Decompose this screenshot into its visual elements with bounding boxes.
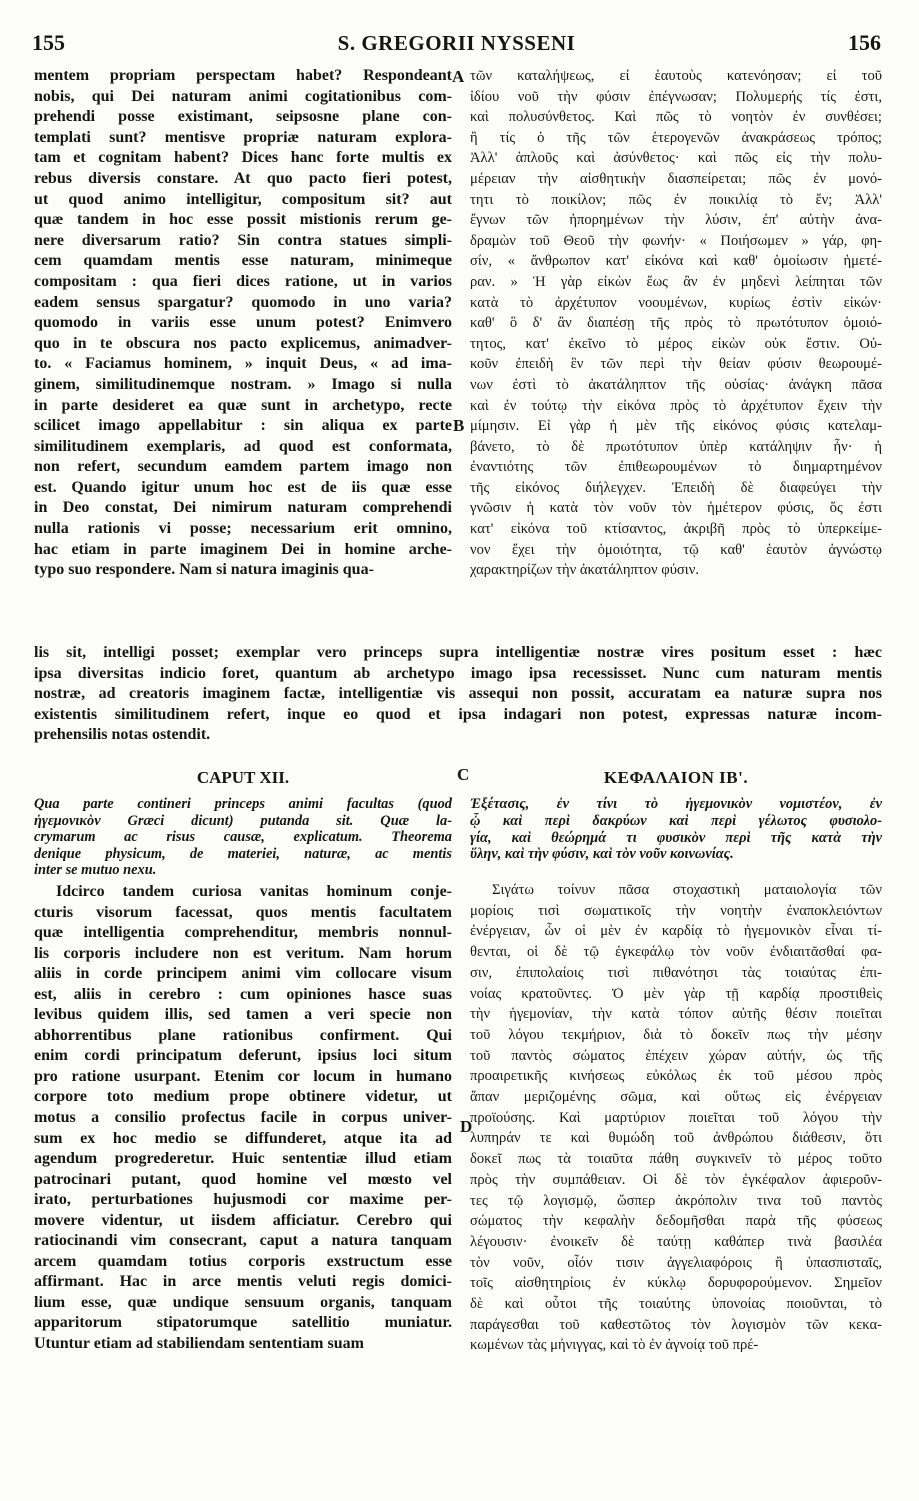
- text-line: τες τῷ λογισμῷ, ὥσπερ ἀκρόπολιν τινα τοῦ παντὸς: [470, 1192, 882, 1209]
- text-line: Utuntur etiam ad stabiliendam sententiam suam: [34, 1335, 364, 1353]
- text-line: prehendi posse existimant, seipsosne plane con-: [34, 108, 452, 126]
- text-line: τητι τὸ ποικίλον; πῶς ἐν ποικιλίᾳ τὸ ἕν; Ἀλλ': [470, 191, 882, 208]
- text-line: ἢ τίς ὁ τῆς τῶν ἑτερογενῶν ἀνακράσεως τρόπος;: [470, 129, 882, 146]
- text-line: templati sunt? mentisve propriæ naturam explora-: [34, 128, 452, 146]
- text-line: καὶ πολυσύνθετος. Καὶ πῶς τὸ νοητὸν ἐν συνθέσει;: [470, 109, 882, 126]
- text-line: δραμὼν τοῦ Θεοῦ τὴν φωνήν· « Ποιήσωμεν » γάρ, φη-: [470, 232, 882, 249]
- text-line: τὸν νοῦν, οἷόν τισιν ἀγγελιαφόροις ἢ ὑπασπισταῖς,: [470, 1254, 882, 1271]
- text-line: τῆς εἰκόνος διήλεγχεν. Ἐπειδὴ δὲ διαφεύγει τὴν: [470, 479, 882, 496]
- text-line: Σιγάτω τοίνυν πᾶσα στοχαστικὴ ματαιολογία τῶν: [492, 882, 882, 898]
- text-line: prehensilis notas ostendit.: [34, 726, 211, 744]
- greek-column-top: [470, 66, 882, 581]
- text-line: levibus quidem illis, sed tamen a veri specie non: [34, 1006, 452, 1024]
- text-line: τοῖς αἰσθητηρίοις ἐν κύκλῳ δορυφορούμενον. Σημεῖον: [470, 1275, 882, 1292]
- latin-column-body: [34, 882, 452, 1355]
- text-line: quæ intelligentia comprehenditur, membris nonnul-: [34, 924, 452, 942]
- text-line: nulla rationis vi posse; necessarium erit omnino,: [34, 520, 452, 538]
- text-line: πρὸς τὴν συμπάθειαν. Οἱ δὲ τὸν ἐγκέφαλον ἀφιεροῦν-: [470, 1171, 882, 1188]
- text-line: Ἀλλ' ἁπλοῦς καὶ ἀσύνθετος· καὶ πῶς εἰς τὴν πολυ-: [470, 150, 882, 167]
- text-line: tam et cognitam habent? Dices hanc forte multis ex: [34, 149, 452, 167]
- text-line: Idcirco tandem curiosa vanitas hominum conje-: [56, 883, 452, 900]
- text-line: est, aliis in cerebro : cum opiniones hasce suas: [34, 985, 452, 1003]
- greek-chapter-heading: ΚΕΦΑΛΑΙΟΝ ΙΒ'.: [603, 768, 749, 787]
- text-line: movere videntur, ut iisdem afficiatur. Cerebro qui: [34, 1211, 452, 1229]
- text-line: προαιρετικῆς κινήσεως εὐκόλως ἐκ τοῦ μέσου πρὸς: [470, 1068, 882, 1085]
- text-line: existentis similitudinem refert, inque eo quod et ipsa indagari non potest, expressas naturæ incom-: [34, 705, 882, 723]
- text-line: est. Quando igitur unum hoc est de iis quæ esse: [34, 478, 452, 496]
- latin-chapter-heading: CAPUT XII.: [196, 768, 290, 787]
- text-line: νοίας κρατοῦντες. Ὁ μὲν γὰρ τῇ καρδίᾳ προστιθεὶς: [470, 985, 882, 1002]
- text-line: affirmant. Hac in arce mentis veluti regis domici-: [34, 1273, 452, 1291]
- text-line: τὴν ἡγεμονίαν, τὴν κατὰ τόπον αὐτῆς θέσιν ποιεῖται: [470, 1006, 882, 1023]
- text-line: τῶν καταλήψεως, εἰ ἑαυτοὺς κατενόησαν; εἰ τοῦ: [470, 68, 882, 84]
- text-line: ᾧ καὶ περὶ δακρύων καὶ περὶ γέλωτος φυσιολο-: [470, 812, 882, 829]
- latin-fullwidth-paragraph: [34, 643, 882, 746]
- text-line: eadem sensus spargatur? quomodo in uno varia?: [34, 293, 452, 311]
- text-line: γνῶσιν ἡ κατὰ τὸν νοῦν τὸν ἡμέτερον φύσις, ὅς ἐστι: [470, 500, 882, 517]
- text-line: Qua parte contineri princeps animi facultas (quod: [34, 796, 452, 812]
- text-line: apparitorum stipatorumque satellitio muniatur.: [34, 1314, 452, 1332]
- text-line: in Deo constat, Dei nimirum naturam comprehendi: [34, 499, 452, 517]
- text-line: σώματος τὴν κεφαλὴν δεδομῆσθαι παρὰ τῆς φύσεως: [470, 1213, 882, 1230]
- text-line: τοῦ λόγου τεκμήριον, διὰ τὸ δοκεῖν πως τὴν μέσην: [470, 1026, 882, 1043]
- text-line: Ἐξέτασις, ἐν τίνι τὸ ἡγεμονικὸν νομιστέον, ἐν: [470, 796, 882, 812]
- text-line: κωμένων τὰς μήνιγγας, καὶ τὸ ἐν ἀγνοίᾳ τοῦ πρέ-: [470, 1337, 759, 1354]
- text-line: ἡγεμονικὸν Græci dicunt) putanda sit. Quæ la-: [34, 812, 452, 829]
- text-line: sum ex hoc medio se diffunderet, atque ita ad: [34, 1129, 452, 1147]
- text-line: hac etiam in parte imaginem Dei in homine arche-: [34, 540, 452, 558]
- text-line: lium esse, quæ undique sensuum organis, tanquam: [34, 1293, 452, 1311]
- text-line: non refert, secundum eamdem partem imago non: [34, 458, 452, 476]
- text-line: enim cordi principatum deferunt, ipsius loci situm: [34, 1047, 452, 1065]
- text-line: νων ἐστὶ τὸ ἀκατάληπτον τῆς οὐσίας· ἀνάγκη πᾶσα: [470, 376, 882, 393]
- text-line: θενται, οἱ δὲ τῷ ἐγκεφάλῳ τὸν νοῦν ἐνδιαιτᾶσθαί φα-: [470, 944, 882, 961]
- text-line: λυπηράν τε καὶ θυμώδη τοῦ ἀνθρώπου διάθεσιν, ὅτι: [470, 1130, 882, 1147]
- text-line: ginem, similitudinemque nostram. » Imago si nulla: [34, 375, 452, 393]
- text-line: ut quod animo intelligitur, compositum sit? aut: [34, 190, 452, 208]
- latin-column-top: [34, 66, 452, 581]
- text-line: τοῦ παντὸς σώματος ἐπέχειν χώραν αὐτήν, ὡς τῆς: [470, 1047, 882, 1064]
- margin-letter-d: D: [460, 1117, 473, 1136]
- margin-letter-b: B: [453, 416, 465, 435]
- text-line: βάνετο, τὸ δὲ πρωτότυπον ὑπὲρ κατάληψιν ἦν· ἡ: [470, 438, 882, 455]
- margin-letter-c: C: [457, 765, 470, 784]
- text-line: typo suo respondere. Nam si natura imaginis qua-: [34, 561, 374, 579]
- text-line: patrocinari putant, quod homine vel mœsto vel: [34, 1170, 452, 1188]
- text-line: κοῦν ἐπειδὴ ἓν τῶν περὶ τὴν θείαν φύσιν θεωρουμέ-: [470, 356, 882, 373]
- text-line: δὲ καὶ οὗτοι τῆς τοιαύτης ὑπονοίας ποιοῦνται, τὸ: [470, 1296, 882, 1313]
- text-line: denique physicum, de materiei, naturæ, ac mentis: [34, 845, 452, 862]
- text-line: μίμησιν. Εἰ γὰρ ἡ μὲν τῆς εἰκόνος φύσις κατελαμ-: [470, 418, 882, 435]
- text-line: προϊούσης. Καὶ μαρτύριον ποιεῖται τοῦ λόγου τὴν: [470, 1109, 882, 1126]
- text-line: agendum progrederetur. Huic sententiæ illud etiam: [34, 1150, 452, 1168]
- text-line: ipsa diversitas indicio foret, quantum ab archetypo imago ipsa recessisset. Nunc cum naturam mentis: [34, 664, 882, 682]
- text-line: to. « Faciamus hominem, » inquit Deus, « ad ima-: [34, 355, 452, 373]
- text-line: cem quamdam mentis esse naturam, minimeque: [34, 252, 452, 270]
- text-line: ὕλην, καὶ τὴν φύσιν, καὶ τὸν νοῦν κοινωνίας.: [470, 846, 734, 863]
- text-line: σίν, « ἄνθρωπον κατ' εἰκόνα καὶ καθ' ὁμοίωσιν ἡμετέ-: [470, 253, 882, 270]
- text-line: μορίοις τισὶ σωματικοῖς τὴν νοητὴν ἐναποκλειόντων: [470, 902, 882, 919]
- text-line: ἅπαν μεριζομένης σῶμα, καὶ οὕτως εἰς ἐνέργειαν: [470, 1089, 882, 1106]
- text-line: similitudinem exemplaris, ad quod est conformata,: [34, 437, 452, 455]
- text-line: rebus diversis constare. At quo pacto fieri potest,: [34, 169, 452, 187]
- text-line: ἔγνων τῶν ἠπορημένων τὴν λύσιν, ἐπ' αὐτὴν ἀνα-: [470, 212, 882, 229]
- text-line: compositam : qua fieri dices ratione, ut in varios: [34, 272, 452, 290]
- running-title: S. GREGORII NYSSENI: [337, 31, 576, 55]
- text-line: motus a consilio profectus facile in corpus univer-: [34, 1109, 452, 1127]
- text-line: ἰδίου νοῦ τὴν φύσιν ἐπέγνωσαν; Πολυμερής τίς ἐστι,: [470, 88, 882, 105]
- text-line: κατ' εἰκόνα τοῦ κτίσαντος, ἀκριβῆ πρὸς τὸ ὑπερκείμε-: [470, 521, 882, 538]
- text-line: νον ἔχει τὴν ὁμοιότητα, τῷ καθ' ἑαυτὸν ἀγνώστῳ: [470, 541, 882, 558]
- text-line: παράγεσθαι τοῦ καθεστῶτος τὸν λογισμὸν τῶν κεκα-: [470, 1316, 882, 1333]
- text-line: ratiocinandi vim consecrant, caput a natura tanquam: [34, 1232, 452, 1250]
- page-number-left: 155: [32, 30, 65, 55]
- text-line: καὶ ἐν τούτῳ τὴν εἰκόνα πρὸς τὸ ἀρχέτυπον ἔχειν τὴν: [470, 397, 882, 414]
- text-line: in parte desideret ea quæ sunt in archetypo, recte: [34, 396, 452, 414]
- text-line: χαρακτηρίζων τὴν ἀκατάληπτον φύσιν.: [470, 562, 699, 579]
- text-line: lis corporis includere non est veritum. Nam horum: [34, 944, 452, 962]
- text-line: ἐναντιότης τῶν ἐπιθεωρουμένων τὸ διημαρτημένον: [470, 459, 882, 476]
- text-line: quæ tandem in hoc esse possit mistionis rerum ge-: [34, 211, 452, 229]
- latin-chapter-summary: [34, 796, 452, 879]
- text-line: pro ratione usurpant. Etenim cor locum in humano: [34, 1067, 452, 1085]
- text-line: κατὰ τὸ ἀρχέτυπον νοουμένων, κυρίως ἐστὶν εἰκών·: [470, 294, 882, 311]
- text-line: quomodo in variis esse unum potest? Enimvero: [34, 314, 452, 332]
- text-line: inter se mutuo nexu.: [34, 862, 157, 879]
- text-line: aliis in corde principem animi vim collocare visum: [34, 965, 452, 983]
- text-line: nere diversarum ratio? Sin contra statues simpli-: [34, 231, 452, 249]
- text-line: mentem propriam perspectam habet? Respondeant: [34, 67, 452, 84]
- text-line: nostræ, ad creatoris imaginem factæ, intelligentiæ vis assequi non possit, accuratam ea naturæ supra nos: [34, 685, 882, 703]
- text-line: arcem quamdam totius corporis exstructum esse: [34, 1252, 452, 1270]
- text-line: μέρειαν τὴν αἰσθητικὴν διασπείρεται; πῶς ἐν μονό-: [470, 170, 882, 187]
- text-line: abhorrentibus plane rationibus confirment. Qui: [34, 1026, 452, 1044]
- greek-column-body: [470, 880, 882, 1356]
- text-line: ἐνέργειαν, ὧν οἱ μὲν ἐν καρδίᾳ τὸ ἡγεμονικὸν εἶναι τί-: [470, 923, 882, 940]
- text-line: καθ' ὃ δ' ἂν διαπέσῃ τῆς πρὸς τὸ πρωτότυπον ὁμοιό-: [470, 315, 882, 332]
- text-line: crymarum ac risus causæ, explicatum. Theorema: [34, 829, 452, 846]
- text-line: lis sit, intelligi posset; exemplar vero princeps supra intelligentiæ nostræ vires positum esset : hæc: [34, 644, 882, 661]
- text-line: corpore toto medium prope obtinere videtur, ut: [34, 1088, 452, 1106]
- text-line: cturis visorum facessat, quos mentis facultatem: [34, 903, 452, 921]
- text-line: scilicet imago appellabitur : sin aliqua ex parte: [34, 417, 452, 435]
- page-number-right: 156: [848, 30, 881, 55]
- text-line: δοκεῖ πως τὰ τοιαῦτα πάθη συγκινεῖν τὸ μέρος τοῦτο: [470, 1151, 882, 1168]
- page-header: [32, 30, 881, 60]
- text-line: γία, καὶ θεώρημά τι φυσικὸν περὶ τῆς κατὰ τὴν: [470, 829, 882, 846]
- text-line: nobis, qui Dei naturam animi cogitationibus com-: [34, 87, 452, 105]
- margin-letter-a: A: [452, 67, 465, 86]
- text-line: λέγουσιν· ἐνοικεῖν δὲ ταύτῃ καθάπερ τινὰ βασιλέα: [470, 1233, 882, 1250]
- text-line: τητος, κατ' ἐκεῖνο τὸ μέρος εἰκὼν οὐκ ἔστιν. Οὐ-: [470, 335, 882, 352]
- text-line: ραν. » Ἡ γὰρ εἰκὼν ἕως ἂν ἐν μηδενὶ λείπηται τῶν: [470, 273, 882, 290]
- greek-chapter-summary: [470, 796, 882, 863]
- text-line: irato, perturbationes hujusmodi cor maxime per-: [34, 1191, 452, 1209]
- text-line: quo in te obscura nos pacto explicemus, animadver-: [34, 334, 452, 352]
- text-line: σιν, ἐπιπολαίοις τισὶ πιθανότησι τὰς τοιαύτας ἐπι-: [470, 964, 882, 981]
